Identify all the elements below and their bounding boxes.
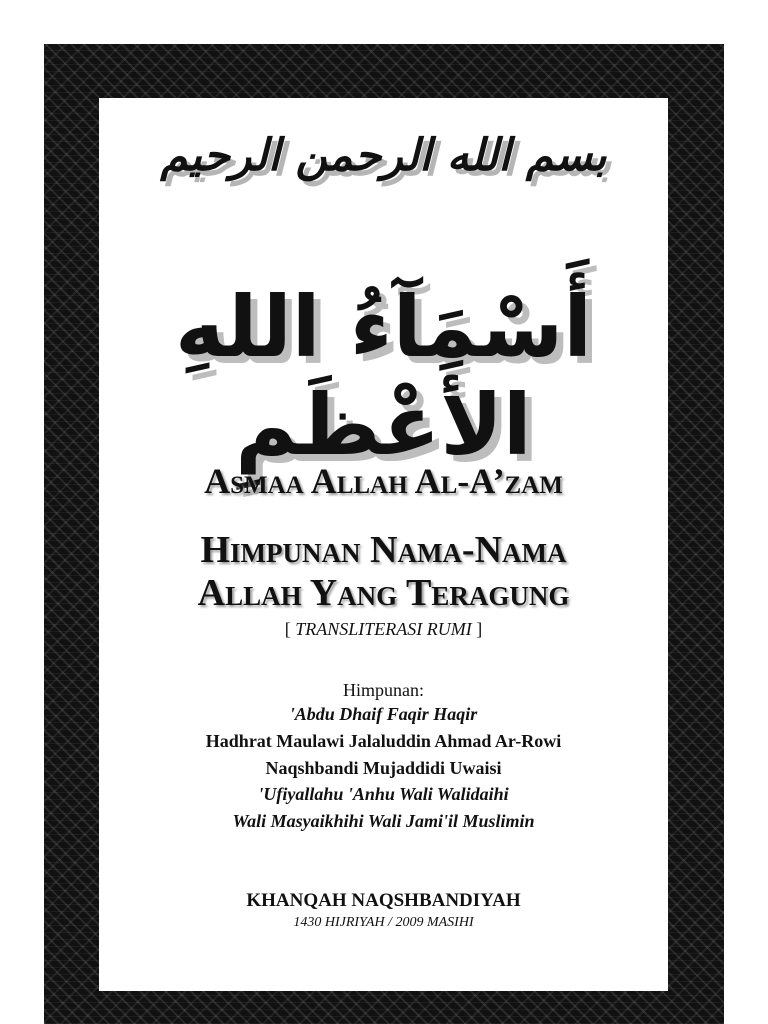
compiler-line: Wali Masyaikhihi Wali Jami'il Muslimin: [232, 811, 535, 831]
subtitle-line-1: Himpunan Nama-Nama: [200, 529, 567, 571]
compiler-label: Himpunan:: [343, 680, 424, 700]
publisher-name: KHANQAH NAQSHBANDIYAH: [246, 890, 521, 911]
bracket-open: [: [284, 619, 296, 639]
compiler-line: Naqshbandi Mujaddidi Uwaisi: [265, 758, 502, 778]
page-title: Asmaa Allah Al-A’zam: [204, 461, 563, 501]
compiler-line: 'Abdu Dhaif Faqir Haqir: [289, 704, 478, 724]
subtitle-line-2: Allah Yang Teragung: [197, 572, 570, 614]
transliteration-label: TRANSLITERASI RUMI: [295, 619, 472, 639]
cover-panel: [99, 98, 668, 991]
basmalah-calligraphy: بسم الله الرحمن الرحيم: [160, 130, 607, 181]
transliteration-note: [99, 619, 668, 640]
compiler-line: Hadhrat Maulawi Jalaluddin Ahmad Ar-Rowi: [205, 731, 562, 751]
bracket-close: ]: [471, 619, 483, 639]
compiler-line: 'Ufiyallahu 'Anhu Wali Walidaihi: [258, 784, 509, 804]
arabic-title-calligraphy: أَسْمَآءُ اللهِ الأَعْظَمِ: [174, 278, 592, 474]
publication-date: 1430 HIJRIYAH / 2009 MASIHI: [293, 915, 474, 930]
